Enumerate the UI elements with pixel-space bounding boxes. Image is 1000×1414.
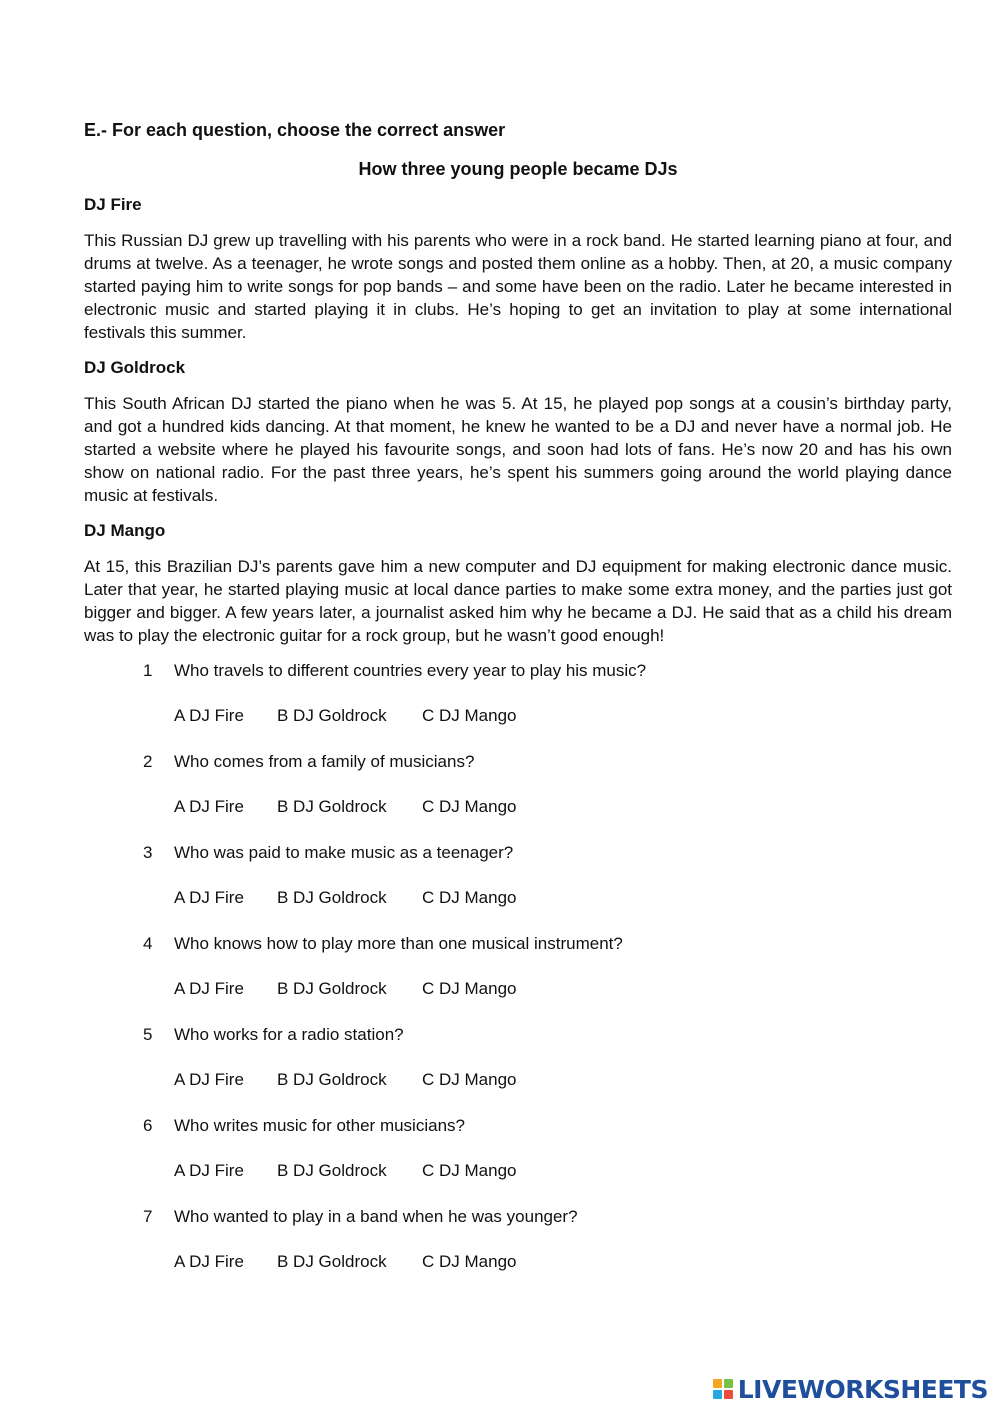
option-c[interactable]: C DJ Mango — [422, 1161, 517, 1180]
question — [84, 842, 952, 864]
option-a[interactable]: A DJ Fire — [174, 797, 244, 816]
section-title: DJ Mango — [84, 521, 166, 540]
question — [84, 660, 952, 682]
question-item — [84, 842, 952, 909]
section-dj-fire — [84, 194, 952, 344]
option-a[interactable]: A DJ Fire — [174, 979, 244, 998]
option-c[interactable]: C DJ Mango — [422, 888, 517, 907]
section-title: DJ Goldrock — [84, 358, 186, 377]
answer-options — [84, 1160, 952, 1182]
option-c[interactable]: C DJ Mango — [422, 979, 517, 998]
section-title: DJ Fire — [84, 195, 142, 214]
option-b[interactable]: B DJ Goldrock — [277, 1070, 387, 1089]
question-item — [84, 660, 952, 727]
section-dj-goldrock — [84, 357, 952, 507]
section-dj-mango — [84, 520, 952, 647]
reading-title: How three young people became DJs — [358, 159, 678, 179]
question — [84, 751, 952, 773]
question-item — [84, 1206, 952, 1273]
question — [84, 933, 952, 955]
option-c[interactable]: C DJ Mango — [422, 1252, 517, 1271]
answer-options — [84, 887, 952, 909]
answer-options — [84, 1069, 952, 1091]
answer-options — [84, 796, 952, 818]
logo-square-icon — [724, 1379, 733, 1388]
option-c[interactable]: C DJ Mango — [422, 797, 517, 816]
question-text: Who comes from a family of musicians? — [174, 752, 475, 771]
question-item — [84, 933, 952, 1000]
section-text: At 15, this Brazilian DJ’s parents gave him a new computer and DJ equipment for making electronic dance music. Later that year, he started playing music at local dance parties to make some extra money, and the parties just got bigger and bigger. A few years later, a journalist asked him why he became a DJ. He said that as a child his dream was to play the electronic guitar for a rock group, but he wasn’t good enough! — [84, 557, 952, 645]
option-b[interactable]: B DJ Goldrock — [277, 706, 387, 725]
question — [84, 1206, 952, 1228]
option-a[interactable]: A DJ Fire — [174, 1252, 244, 1271]
answer-options — [84, 705, 952, 727]
option-b[interactable]: B DJ Goldrock — [277, 797, 387, 816]
question-number: 3 — [143, 843, 153, 862]
exercise-heading: E.- For each question, choose the correct answer — [84, 120, 506, 140]
option-c[interactable]: C DJ Mango — [422, 706, 517, 725]
section-text: This Russian DJ grew up travelling with his parents who were in a rock band. He started learning piano at four, and drums at twelve. As a teenager, he wrote songs and posted them online as a hobby. Then, at 20, a music company started paying him to write songs for pop bands – and some have been on the radio. Later he became interested in electronic music and started playing it in clubs. He’s hoping to get an invitation to play at some international festivals this summer. — [84, 231, 952, 342]
logo-square-icon — [713, 1379, 722, 1388]
answer-options — [84, 1251, 952, 1273]
question-number: 6 — [143, 1116, 153, 1135]
option-b[interactable]: B DJ Goldrock — [277, 979, 387, 998]
question-text: Who knows how to play more than one musical instrument? — [174, 934, 623, 953]
logo-text: LIVEWORKSHEETS — [737, 1374, 988, 1404]
option-a[interactable]: A DJ Fire — [174, 888, 244, 907]
question-number: 7 — [143, 1207, 153, 1226]
question-item — [84, 1115, 952, 1182]
option-a[interactable]: A DJ Fire — [174, 1070, 244, 1089]
logo-square-icon — [724, 1390, 733, 1399]
question-number: 2 — [143, 752, 153, 771]
question — [84, 1115, 952, 1137]
option-b[interactable]: B DJ Goldrock — [277, 1161, 387, 1180]
question-text: Who works for a radio station? — [174, 1025, 404, 1044]
question-text: Who wanted to play in a band when he was younger? — [174, 1207, 578, 1226]
answer-options — [84, 978, 952, 1000]
question-text: Who writes music for other musicians? — [174, 1116, 465, 1135]
question — [84, 1024, 952, 1046]
option-a[interactable]: A DJ Fire — [174, 706, 244, 725]
section-text: This South African DJ started the piano when he was 5. At 15, he played pop songs at a cousin’s birthday party, and got a hundred kids dancing. At that moment, he knew he wanted to be a DJ and never have a normal job. He started a website where he played his favourite songs, and soon had lots of fans. He’s now 20 and has his own show on national radio. For the past three years, he’s spent his summers going around the world playing dance music at festivals. — [84, 394, 952, 505]
question-item — [84, 751, 952, 818]
question-number: 5 — [143, 1025, 153, 1044]
liveworksheets-logo-icon — [713, 1379, 733, 1399]
liveworksheets-logo — [713, 1374, 988, 1404]
question-text: Who was paid to make music as a teenager? — [174, 843, 514, 862]
logo-square-icon — [713, 1390, 722, 1399]
question-number: 4 — [143, 934, 153, 953]
option-b[interactable]: B DJ Goldrock — [277, 888, 387, 907]
option-c[interactable]: C DJ Mango — [422, 1070, 517, 1089]
question-number: 1 — [143, 661, 153, 680]
option-b[interactable]: B DJ Goldrock — [277, 1252, 387, 1271]
worksheet — [84, 118, 952, 1297]
option-a[interactable]: A DJ Fire — [174, 1161, 244, 1180]
question-list — [84, 660, 952, 1273]
question-item — [84, 1024, 952, 1091]
question-text: Who travels to different countries every year to play his music? — [174, 661, 647, 680]
